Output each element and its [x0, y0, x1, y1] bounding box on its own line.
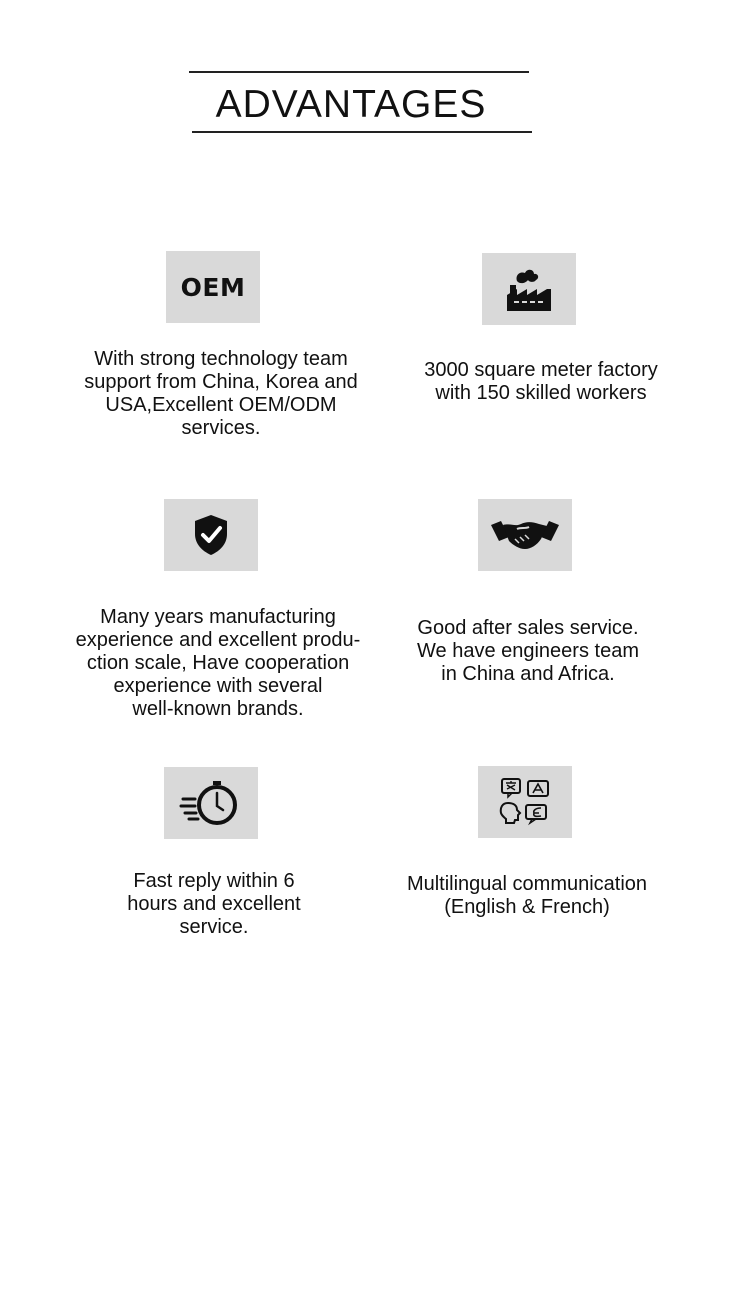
caption-line: USA,Excellent OEM/ODM	[105, 394, 337, 416]
oem-icon-label: OEM	[180, 272, 246, 302]
caption-line: With strong technology team	[94, 348, 348, 370]
handshake-icon	[478, 499, 572, 571]
caption-line: Multilingual communication	[406, 873, 648, 895]
oem-icon	[166, 251, 260, 323]
caption-line: with 150 skilled workers	[435, 382, 647, 404]
caption-line: (English & French)	[444, 896, 610, 918]
advantage-language-text	[376, 873, 678, 919]
caption-line: support from China, Korea and	[84, 371, 358, 393]
advantage-oem-text	[48, 348, 394, 440]
heading-bottom-rule	[192, 131, 532, 133]
page-title: ADVANTAGES	[215, 83, 487, 126]
caption-line: ction scale, Have cooperation	[86, 652, 350, 674]
caption-line: service.	[179, 916, 249, 938]
caption-line: experience and excellent produ-	[75, 629, 361, 651]
caption-line: in China and Africa.	[441, 663, 615, 685]
advantage-reply-text	[88, 870, 340, 939]
advantage-service-text	[378, 617, 678, 686]
caption-line: hours and excellent	[127, 893, 301, 915]
shield-check-icon	[164, 499, 258, 571]
advantage-factory-text	[380, 359, 702, 405]
caption-line: Many years manufacturing	[100, 606, 336, 628]
advantage-experience-text	[40, 606, 396, 721]
caption-line: well-known brands.	[132, 698, 304, 720]
caption-line: experience with several	[113, 675, 323, 697]
caption-line: Fast reply within 6	[133, 870, 295, 892]
multilingual-icon	[478, 766, 572, 838]
stopwatch-icon	[164, 767, 258, 839]
caption-line: We have engineers team	[417, 640, 639, 662]
heading-top-rule	[189, 71, 529, 73]
caption-line: Good after sales service.	[417, 617, 639, 639]
factory-icon	[482, 253, 576, 325]
caption-line: 3000 square meter factory	[424, 359, 658, 381]
caption-line: services.	[181, 417, 261, 439]
